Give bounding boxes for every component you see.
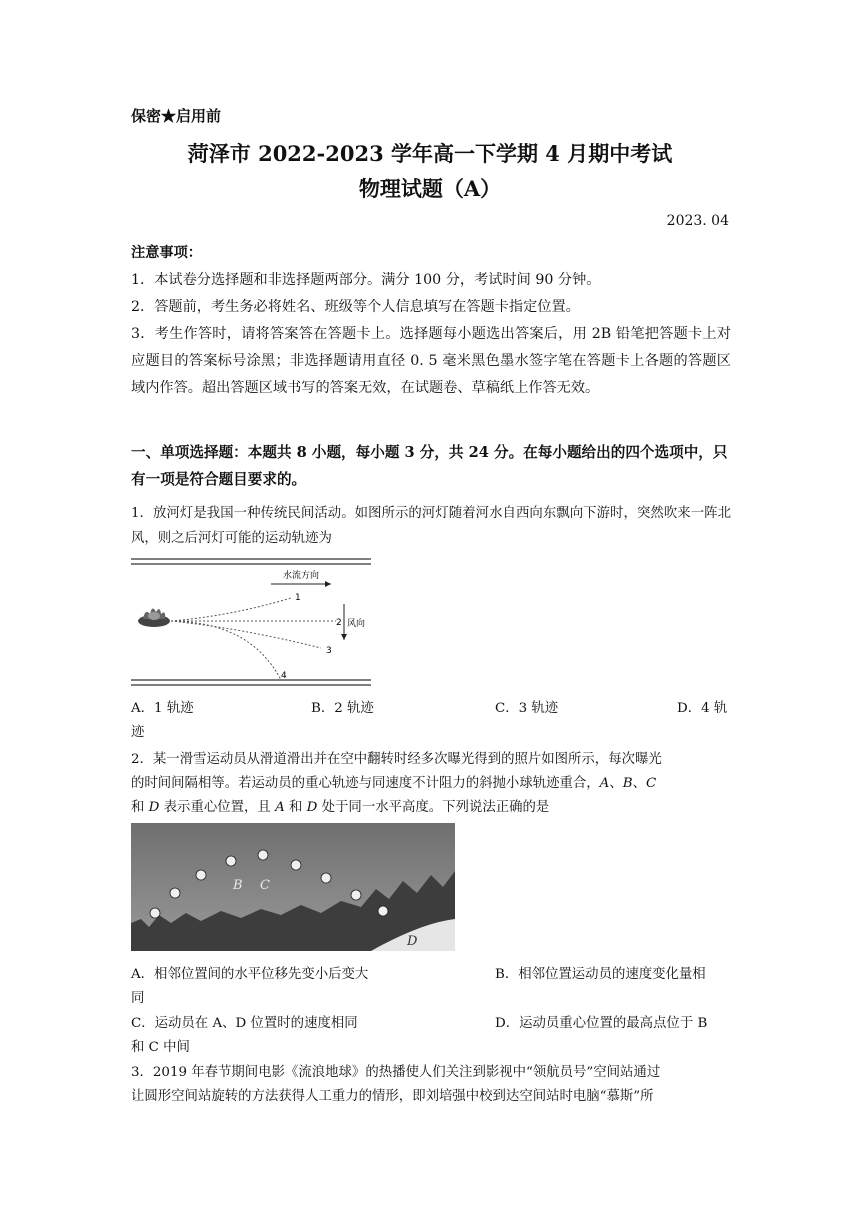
q1-option-c: C．3 轨迹 (495, 701, 559, 716)
confidential-mark: 保密★启用前 (131, 107, 222, 125)
svg-text:D: D (407, 934, 418, 949)
river-lantern-icon (138, 608, 170, 627)
q2-option-d: D．运动员重心位置的最高点位于 B (495, 1016, 708, 1031)
q2-option-c: C．运动员在 A、D 位置时的速度相同 (131, 1016, 358, 1031)
q1-option-b: B．2 轨迹 (311, 701, 374, 716)
notice-item-1: 1．本试卷分选择题和非选择题两部分。满分 100 分，考试时间 90 分钟。 (131, 272, 601, 288)
q2-stem-line2: 的时间间隔相等。若运动员的重心轨迹与同速度不计阻力的斜抛小球轨迹重合，A、B、C (131, 776, 657, 791)
q1-option-d-wrap: 迹 (131, 725, 145, 740)
q2-ski-photo (131, 823, 455, 951)
q2-option-a: A．相邻位置间的水平位移先变小后变大 (131, 967, 369, 982)
q2-option-b: B．相邻位置运动员的速度变化量相 (495, 967, 706, 982)
svg-text:4: 4 (281, 671, 287, 681)
flow-direction-label: 水流方向 (282, 571, 320, 581)
section1-heading: 一、单项选择题：本题共 8 小题，每小题 3 分，共 24 分。在每小题给出的四个选项中，只有一项是符合题目要求的。 (131, 444, 728, 488)
q1-option-d: D．4 轨 (677, 701, 728, 716)
exam-title: 菏泽市 2022-2023 学年高一下学期 4 月期中考试 (187, 141, 673, 166)
notice-item-3: 3．考生作答时，请将答案答在答题卡上。选择题每小题选出答案后，用 2B 铅笔把答题卡上对应题目的答案标号涂黑；非选择题请用直径 0. 5 毫米黑色墨水签字笔在答题卡上各题的答题区域内作答。超出答题区域书写的答案无效，在试题卷、草稿纸上作答无效。 (131, 326, 731, 396)
svg-text:C: C (260, 878, 270, 893)
q2-stem-line3: 和 D 表示重心位置，且 A 和 D 处于同一水平高度。下列说法正确的是 (131, 800, 550, 815)
q1-stem: 1．放河灯是我国一种传统民间活动。如图所示的河灯随着河水自西向东飘向下游时，突然吹来一阵北风，则之后河灯可能的运动轨迹为 (131, 506, 731, 546)
q2-stem-line1: 2．某一滑雪运动员从滑道滑出并在空中翻转时经多次曝光得到的照片如图所示，每次曝光 (131, 752, 662, 767)
svg-text:3: 3 (326, 646, 332, 656)
q1-option-a: A．1 轨迹 (131, 701, 194, 716)
q1-river-figure (131, 556, 376, 691)
svg-text:B: B (233, 878, 243, 893)
svg-text:1: 1 (295, 593, 301, 603)
wind-direction-label: 风向 (347, 619, 366, 629)
q2-option-b-wrap: 同 (131, 991, 145, 1006)
svg-text:2: 2 (336, 618, 342, 628)
q3-stem-line1: 3．2019 年春节期间电影《流浪地球》的热播使人们关注到影视中“领航员号”空间站通过 (131, 1065, 661, 1080)
notice-item-2: 2．答题前，考生务必将姓名、班级等个人信息填写在答题卡指定位置。 (131, 299, 580, 315)
q3-stem-line2: 让圆形空间站旋转的方法获得人工重力的情形，即刘培强中校到达空间站时电脑“慕斯”所 (131, 1089, 654, 1104)
exam-subtitle: 物理试题（A） (358, 176, 502, 201)
q2-option-d-wrap: 和 C 中间 (131, 1040, 190, 1055)
exam-date: 2023. 04 (666, 213, 729, 229)
notice-heading: 注意事项： (131, 245, 202, 261)
